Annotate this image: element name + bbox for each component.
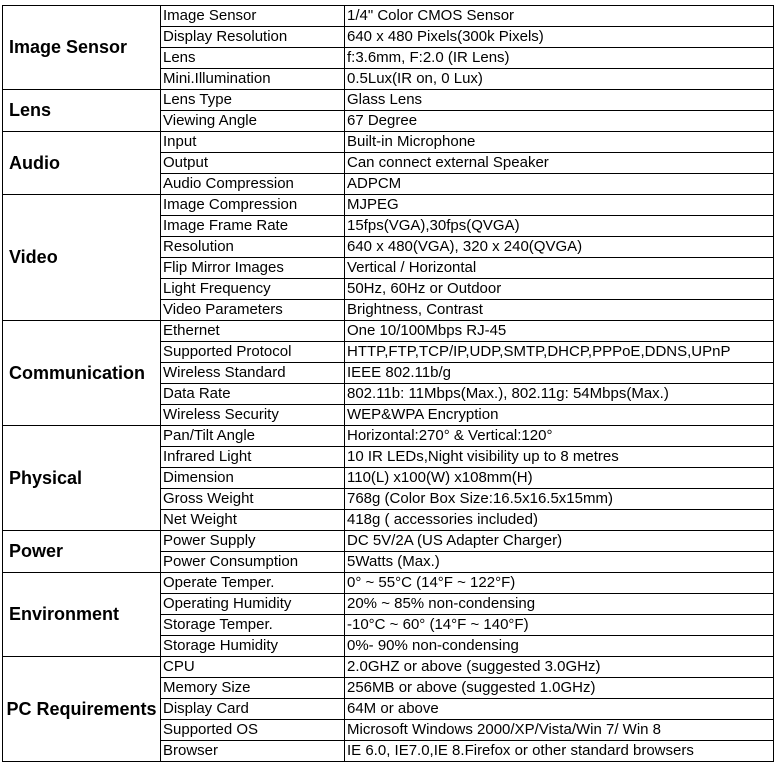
spec-row: [3, 531, 774, 552]
category-cell: Image Sensor: [3, 6, 161, 90]
spec-row: [3, 321, 774, 342]
spec-label-cell: Operate Temper.: [161, 573, 345, 594]
spec-table-body: [3, 6, 774, 762]
spec-value-cell: Can connect external Speaker: [345, 153, 774, 174]
spec-value-cell: 64M or above: [345, 699, 774, 720]
spec-value-cell: 20% ~ 85% non-condensing: [345, 594, 774, 615]
category-cell: Physical: [3, 426, 161, 531]
spec-row: [3, 195, 774, 216]
spec-row: [3, 6, 774, 27]
spec-label-cell: Viewing Angle: [161, 111, 345, 132]
spec-label-cell: Resolution: [161, 237, 345, 258]
spec-label-cell: Flip Mirror Images: [161, 258, 345, 279]
spec-value-cell: WEP&WPA Encryption: [345, 405, 774, 426]
category-cell: Power: [3, 531, 161, 573]
spec-value-cell: Brightness, Contrast: [345, 300, 774, 321]
spec-value-cell: f:3.6mm, F:2.0 (IR Lens): [345, 48, 774, 69]
spec-row: [3, 426, 774, 447]
spec-label-cell: Power Consumption: [161, 552, 345, 573]
spec-value-cell: IEEE 802.11b/g: [345, 363, 774, 384]
spec-value-cell: 110(L) x100(W) x108mm(H): [345, 468, 774, 489]
spec-value-cell: 418g ( accessories included): [345, 510, 774, 531]
spec-row: [3, 90, 774, 111]
spec-label-cell: Supported Protocol: [161, 342, 345, 363]
category-cell: PC Requirements: [3, 657, 161, 762]
spec-label-cell: Gross Weight: [161, 489, 345, 510]
spec-value-cell: 256MB or above (suggested 1.0GHz): [345, 678, 774, 699]
spec-row: [3, 132, 774, 153]
spec-value-cell: 2.0GHZ or above (suggested 3.0GHz): [345, 657, 774, 678]
spec-label-cell: Display Card: [161, 699, 345, 720]
spec-value-cell: 640 x 480(VGA), 320 x 240(QVGA): [345, 237, 774, 258]
spec-label-cell: Display Resolution: [161, 27, 345, 48]
spec-value-cell: 0.5Lux(IR on, 0 Lux): [345, 69, 774, 90]
spec-label-cell: Infrared Light: [161, 447, 345, 468]
spec-label-cell: Image Frame Rate: [161, 216, 345, 237]
spec-label-cell: Supported OS: [161, 720, 345, 741]
spec-value-cell: 50Hz, 60Hz or Outdoor: [345, 279, 774, 300]
spec-label-cell: CPU: [161, 657, 345, 678]
spec-value-cell: 0° ~ 55°C (14°F ~ 122°F): [345, 573, 774, 594]
spec-label-cell: Data Rate: [161, 384, 345, 405]
spec-row: [3, 657, 774, 678]
spec-label-cell: Input: [161, 132, 345, 153]
spec-label-cell: Output: [161, 153, 345, 174]
spec-value-cell: Microsoft Windows 2000/XP/Vista/Win 7/ Win 8: [345, 720, 774, 741]
spec-value-cell: 1/4" Color CMOS Sensor: [345, 6, 774, 27]
spec-value-cell: 640 x 480 Pixels(300k Pixels): [345, 27, 774, 48]
spec-value-cell: 802.11b: 11Mbps(Max.), 802.11g: 54Mbps(Max.): [345, 384, 774, 405]
category-cell: Audio: [3, 132, 161, 195]
spec-table: [2, 5, 774, 762]
spec-label-cell: Light Frequency: [161, 279, 345, 300]
spec-label-cell: Ethernet: [161, 321, 345, 342]
spec-value-cell: 10 IR LEDs,Night visibility up to 8 metres: [345, 447, 774, 468]
spec-value-cell: DC 5V/2A (US Adapter Charger): [345, 531, 774, 552]
spec-value-cell: 768g (Color Box Size:16.5x16.5x15mm): [345, 489, 774, 510]
category-cell: Video: [3, 195, 161, 321]
spec-label-cell: Video Parameters: [161, 300, 345, 321]
spec-label-cell: Image Compression: [161, 195, 345, 216]
category-cell: Environment: [3, 573, 161, 657]
spec-value-cell: 5Watts (Max.): [345, 552, 774, 573]
spec-label-cell: Wireless Standard: [161, 363, 345, 384]
spec-label-cell: Operating Humidity: [161, 594, 345, 615]
spec-value-cell: 0%- 90% non-condensing: [345, 636, 774, 657]
spec-row: [3, 573, 774, 594]
spec-value-cell: 67 Degree: [345, 111, 774, 132]
spec-label-cell: Lens: [161, 48, 345, 69]
spec-value-cell: MJPEG: [345, 195, 774, 216]
spec-value-cell: ADPCM: [345, 174, 774, 195]
spec-value-cell: -10°C ~ 60° (14°F ~ 140°F): [345, 615, 774, 636]
spec-label-cell: Wireless Security: [161, 405, 345, 426]
spec-value-cell: Glass Lens: [345, 90, 774, 111]
spec-label-cell: Storage Temper.: [161, 615, 345, 636]
spec-label-cell: Audio Compression: [161, 174, 345, 195]
spec-label-cell: Lens Type: [161, 90, 345, 111]
spec-value-cell: HTTP,FTP,TCP/IP,UDP,SMTP,DHCP,PPPoE,DDNS,UPnP: [345, 342, 774, 363]
category-cell: Communication: [3, 321, 161, 426]
spec-label-cell: Pan/Tilt Angle: [161, 426, 345, 447]
spec-label-cell: Image Sensor: [161, 6, 345, 27]
spec-label-cell: Net Weight: [161, 510, 345, 531]
spec-value-cell: Vertical / Horizontal: [345, 258, 774, 279]
category-cell: Lens: [3, 90, 161, 132]
spec-label-cell: Power Supply: [161, 531, 345, 552]
spec-label-cell: Memory Size: [161, 678, 345, 699]
spec-label-cell: Dimension: [161, 468, 345, 489]
spec-value-cell: IE 6.0, IE7.0,IE 8.Firefox or other standard browsers: [345, 741, 774, 762]
spec-label-cell: Storage Humidity: [161, 636, 345, 657]
spec-label-cell: Browser: [161, 741, 345, 762]
spec-value-cell: Horizontal:270° & Vertical:120°: [345, 426, 774, 447]
spec-value-cell: Built-in Microphone: [345, 132, 774, 153]
spec-value-cell: 15fps(VGA),30fps(QVGA): [345, 216, 774, 237]
spec-label-cell: Mini.Illumination: [161, 69, 345, 90]
spec-value-cell: One 10/100Mbps RJ-45: [345, 321, 774, 342]
